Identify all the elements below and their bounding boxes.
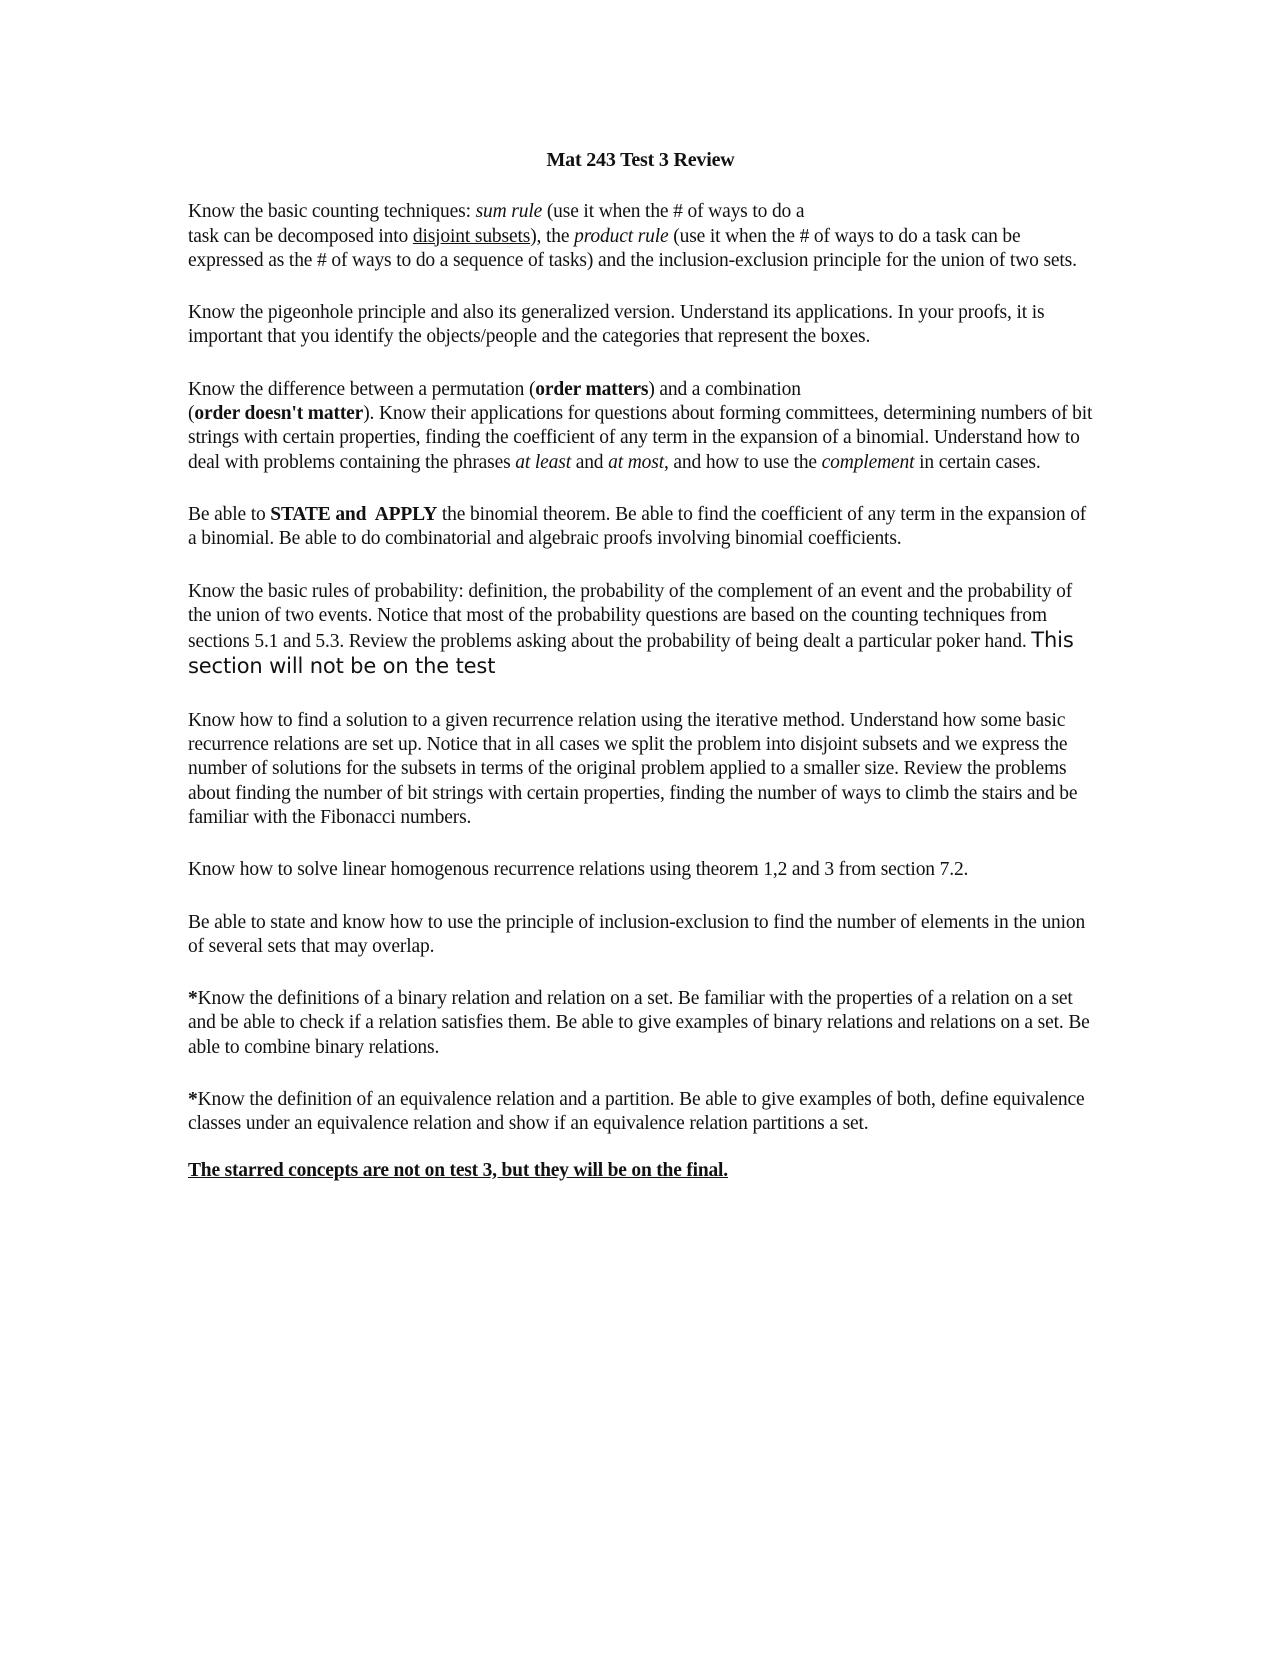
text-run: (use it when the # of ways to do a task can be expressed as the # of ways to do a sequence of tasks) and the inclusion-exclusion principle for the union of two sets. [188, 225, 1077, 271]
paragraph-equivalence-relations [188, 1088, 1093, 1137]
text-run: ), the [530, 225, 575, 247]
footer-note: The starred concepts are not on test 3, but they will be on the final. [188, 1159, 728, 1181]
paragraph-probability [188, 580, 1093, 681]
text-run: Know the definition of an equivalence relation and a partition. Be able to give examples of both, define equivalence classes under an equivalence relation and show if an equivalence relation partitions a set. [188, 1089, 1085, 1135]
paragraph-permutation-combination [188, 378, 1093, 475]
paragraph-binomial-theorem [188, 503, 1093, 552]
text-run: ). Know their applications for questions about forming committees, determining numbers of bit strings with certain properties, finding the coefficient of any term in the expansion of a binomial. Understand how to deal with problems containing the phrases [188, 403, 1093, 473]
italic-at-most: at most [608, 451, 664, 473]
italic-at-least: at least [515, 451, 571, 473]
italic-complement: complement [821, 451, 915, 473]
paragraph-binary-relations [188, 987, 1093, 1060]
paragraph-recurrence-iterative: Know how to find a solution to a given recurrence relation using the iterative method. Understand how some basic recurrence relations are set up. Notice that in all cases we split the problem into disjoint subsets and we express the number of solutions for the subsets in terms of the original problem applied to a smaller size. Review the problems about finding the number of bit strings with certain properties, finding the number of ways to climb the stairs and be familiar with the Fibonacci numbers. [188, 709, 1078, 828]
paragraph-inclusion-exclusion: Be able to state and know how to use the principle of inclusion-exclusion to find the number of elements in the union of several sets that may overlap. [188, 911, 1086, 957]
text-run: and [570, 451, 609, 473]
text-run: , and how to use the [663, 451, 822, 473]
text-run: Know the definitions of a binary relation and relation on a set. Be familiar with the properties of a relation on a set and be able to check if a relation satisfies them. Be able to give examples of binary relations and relations on a set. Be able to combine binary relations. [188, 988, 1090, 1058]
text-run: Know the basic rules of probability: definition, the probability of the complement of an event and the probability of the union of two events. Notice that most of the probability questions are based on the counting techniques from sections 5.1 and 5.3. Review the problems asking about the probability of being dealt a particular poker hand. [188, 580, 1073, 653]
text-run: (use it when the # of ways to do a [542, 201, 805, 223]
italic-product-rule: product rule [574, 225, 669, 247]
text-run: the binomial theorem. Be able to find the coefficient of any term in the expansion of a binomial. Be able to do combinatorial and algebraic proofs involving binomial coefficients. [188, 503, 1087, 550]
text-run: task can be decomposed into [188, 225, 413, 247]
bold-order-doesnt-matter: order doesn't matter [194, 403, 364, 425]
text-run: Know the difference between a permutation ( [188, 378, 536, 400]
text-run: Know the basic counting techniques: [188, 201, 476, 223]
bold-state-and-apply: STATE and APPLY [270, 503, 438, 525]
page-title: Mat 243 Test 3 Review [546, 149, 735, 171]
italic-sum-rule: sum rule [475, 201, 543, 223]
paragraph-counting-techniques [188, 200, 1093, 273]
bold-order-matters: order matters [535, 378, 649, 400]
paragraph-linear-homogenous: Know how to solve linear homogenous recurrence relations using theorem 1,2 and 3 from section 7.2. [188, 859, 969, 881]
text-run: ) and a combination [648, 378, 801, 400]
star-marker: * [188, 1089, 198, 1111]
text-run: Be able to [188, 503, 271, 525]
paragraph-pigeonhole: Know the pigeonhole principle and also its generalized version. Understand its applications. In your proofs, it is important that you identify the objects/people and the categories that represent the boxes. [188, 302, 1045, 348]
note-not-on-test: This section will not be on the test [188, 628, 1074, 679]
document-page [188, 148, 1093, 1183]
text-run: ( [188, 403, 195, 425]
underlined-disjoint-subsets: disjoint subsets [412, 225, 531, 247]
text-run: in certain cases. [914, 451, 1041, 473]
star-marker: * [188, 988, 198, 1010]
